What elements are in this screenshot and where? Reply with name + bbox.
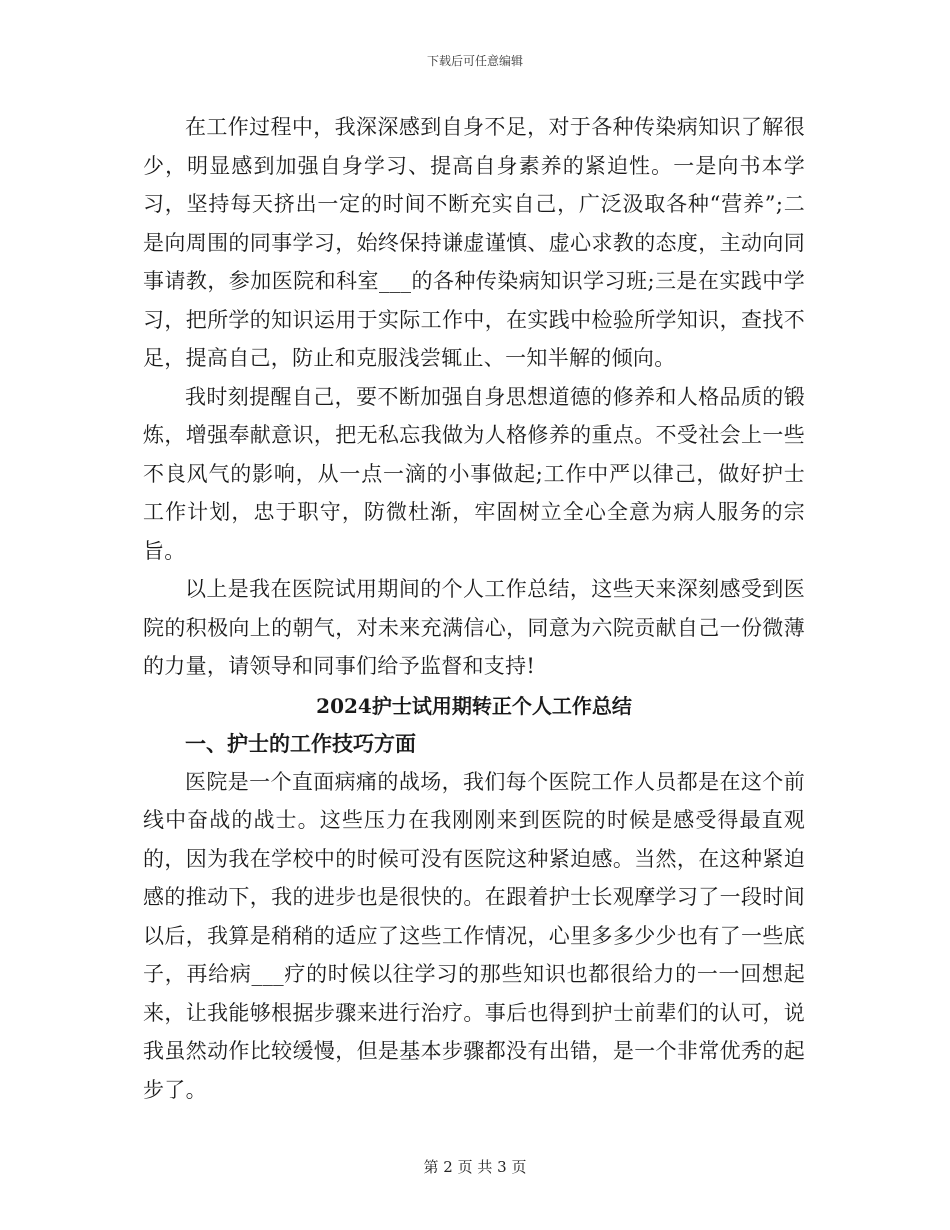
- section-heading: 一、护士的工作技巧方面: [185, 730, 416, 756]
- paragraph-morality: 我时刻提醒自己，要不断加强自身思想道德的修养和人格品质的锻炼，增强奉献意识，把无私忘我做为人格修养的重点。不受社会上一些不良风气的影响，从一点一滴的小事做起;工作中严以律己，做好护士工作计划，忠于职守，防微杜渐，牢固树立全心全意为病人服务的宗旨。: [143, 384, 805, 563]
- document-title: 2024护士试用期转正个人工作总结: [316, 693, 632, 718]
- document-body: [143, 108, 805, 1109]
- paragraph-study: 在工作过程中，我深深感到自身不足，对于各种传染病知识了解很少，明显感到加强自身学习、提高自身素养的紧迫性。一是向书本学习，坚持每天挤出一定的时间不断充实自己，广泛汲取各种“营养”;二是向周围的同事学习，始终保持谦虚谨慎、虚心求教的态度，主动向同事请教，参加医院和科室___的各种传染病知识学习班;三是在实践中学习，把所学的知识运用于实际工作中，在实践中检验所学知识，查找不足，提高自己，防止和克服浅尝辄止、一知半解的倾向。: [143, 115, 805, 370]
- paragraph-hospital: 医院是一个直面病痛的战场，我们每个医院工作人员都是在这个前线中奋战的战士。这些压力在我刚刚来到医院的时候是感受得最直观的，因为我在学校中的时候可没有医院这种紧迫感。当然，在这种紧迫感的推动下，我的进步也是很快的。在跟着护士长观摩学习了一段时间以后，我算是稍稍的适应了这些工作情况，心里多多少少也有了一些底子，再给病___疗的时候以往学习的那些知识也都很给力的一一回想起来，让我能够根据步骤来进行治疗。事后也得到护士前辈们的认可，说我虽然动作比较缓慢，但是基本步骤都没有出错，是一个非常优秀的起步了。: [143, 769, 805, 1102]
- page-footer: 第 2 页 共 3 页: [423, 1158, 527, 1176]
- paragraph-conclusion: 以上是我在医院试用期间的个人工作总结，这些天来深刻感受到医院的积极向上的朝气，对未来充满信心，同意为六院贡献自己一份微薄的力量，请领导和同事们给予监督和支持!: [143, 577, 805, 678]
- page-header: 下载后可任意编辑: [426, 54, 523, 68]
